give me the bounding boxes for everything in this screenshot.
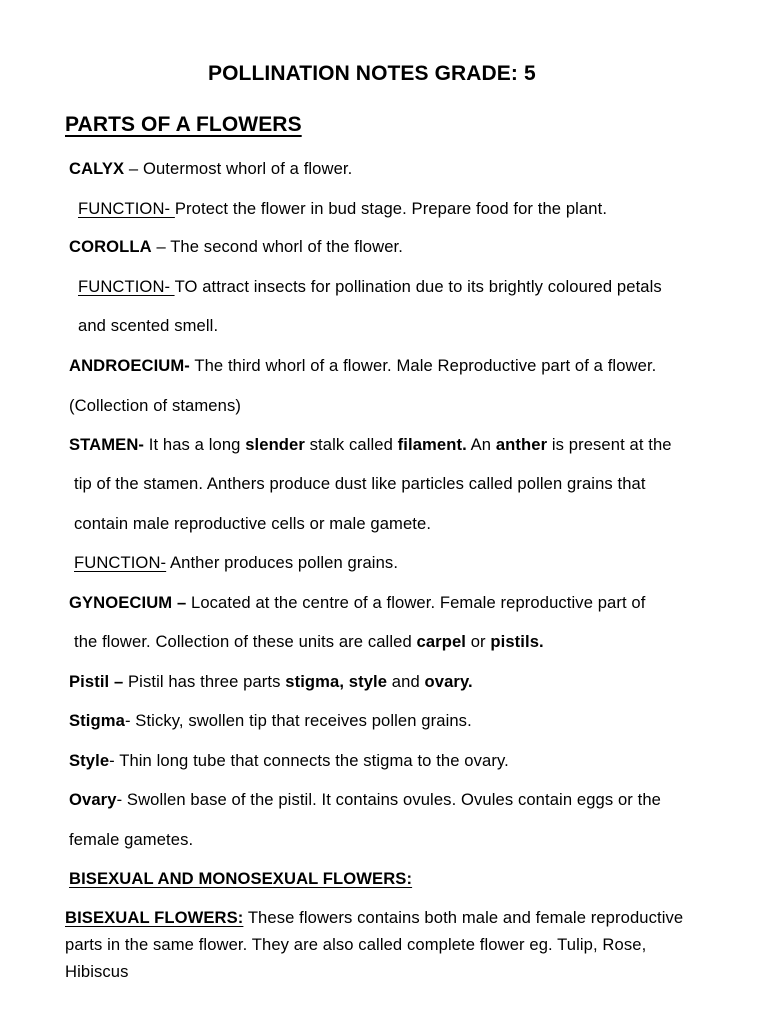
bisexual-term: BISEXUAL FLOWERS:	[65, 908, 244, 927]
bisexual-line-2: parts in the same flower. They are also called complete flower eg. Tulip, Rose,	[65, 935, 647, 954]
gynoecium-term: GYNOECIUM –	[69, 593, 187, 612]
corolla-function-text: TO attract insects for pollination due to its brightly coloured petals	[174, 277, 662, 296]
stamen-bold-anther: anther	[495, 435, 548, 454]
stamen-text-2: stalk called	[304, 435, 398, 454]
calyx-term: CALYX	[69, 159, 125, 178]
pistil-text-1: Pistil has three parts	[123, 672, 286, 691]
ovary-continued: female gametes.	[69, 830, 194, 849]
gynoecium-line	[69, 593, 645, 613]
style-definition: - Thin long tube that connects the stigma to the ovary.	[109, 751, 509, 770]
stamen-bold-slender: slender	[245, 435, 305, 454]
corolla-function-label: FUNCTION-	[78, 277, 175, 296]
calyx-function-line	[78, 199, 607, 219]
androecium-continued: (Collection of stamens)	[69, 396, 241, 415]
androecium-definition: The third whorl of a flower. Male Reproductive part of a flower.	[189, 356, 657, 375]
stamen-text-4: is present at the	[547, 435, 672, 454]
calyx-function-text: Protect the flower in bud stage. Prepare food for the plant.	[174, 199, 608, 218]
pistil-line	[69, 672, 473, 692]
ovary-definition: - Swollen base of the pistil. It contains ovules. Ovules contain eggs or the	[116, 790, 661, 809]
corolla-term: COROLLA	[69, 237, 152, 256]
stigma-term: Stigma	[69, 711, 125, 730]
gynoecium-definition: Located at the centre of a flower. Female reproductive part of	[186, 593, 646, 612]
pistil-term: Pistil –	[69, 672, 124, 691]
corolla-line	[69, 237, 403, 257]
bisexual-monosexual-heading: BISEXUAL AND MONOSEXUAL FLOWERS:	[69, 869, 413, 888]
ovary-line	[69, 790, 661, 810]
calyx-function-label: FUNCTION-	[78, 199, 175, 218]
corolla-definition: – The second whorl of the flower.	[151, 237, 403, 256]
stamen-text-3: An	[466, 435, 496, 454]
style-term: Style	[69, 751, 110, 770]
stamen-line	[69, 435, 672, 455]
corolla-function-continued: and scented smell.	[78, 316, 219, 335]
gynoecium-text-2: or	[466, 632, 491, 651]
gynoecium-bold-carpel: carpel	[416, 632, 466, 651]
stamen-function-text: Anther produces pollen grains.	[166, 553, 399, 572]
stamen-function-label: FUNCTION-	[74, 553, 167, 572]
bisexual-line-3: Hibiscus	[65, 962, 129, 981]
androecium-line	[69, 356, 656, 376]
stigma-line	[69, 711, 472, 731]
gynoecium-continued	[74, 632, 544, 652]
calyx-definition: – Outermost whorl of a flower.	[124, 159, 353, 178]
page-title: POLLINATION NOTES GRADE: 5	[208, 62, 536, 85]
stamen-bold-filament: filament.	[397, 435, 467, 454]
stamen-function-line	[74, 553, 398, 573]
corolla-function-line	[78, 277, 662, 297]
pistil-text-2: and	[387, 672, 425, 691]
bisexual-line	[65, 908, 683, 928]
bisexual-definition: These flowers contains both male and female reproductive	[243, 908, 684, 927]
gynoecium-text-1: the flower. Collection of these units are called	[74, 632, 417, 651]
pistil-bold-stigma-style: stigma, style	[285, 672, 388, 691]
style-line	[69, 751, 509, 771]
pistil-bold-ovary: ovary.	[424, 672, 473, 691]
ovary-term: Ovary	[69, 790, 117, 809]
stamen-line-2: tip of the stamen. Anthers produce dust like particles called pollen grains that	[74, 474, 646, 493]
calyx-line	[69, 159, 352, 179]
gynoecium-bold-pistils: pistils.	[490, 632, 544, 651]
stamen-term: STAMEN-	[69, 435, 145, 454]
section-heading: PARTS OF A FLOWERS	[65, 113, 302, 136]
stamen-text-1: It has a long	[144, 435, 246, 454]
androecium-term: ANDROECIUM-	[69, 356, 190, 375]
stamen-line-3: contain male reproductive cells or male gamete.	[74, 514, 432, 533]
stigma-definition: - Sticky, swollen tip that receives pollen grains.	[124, 711, 472, 730]
